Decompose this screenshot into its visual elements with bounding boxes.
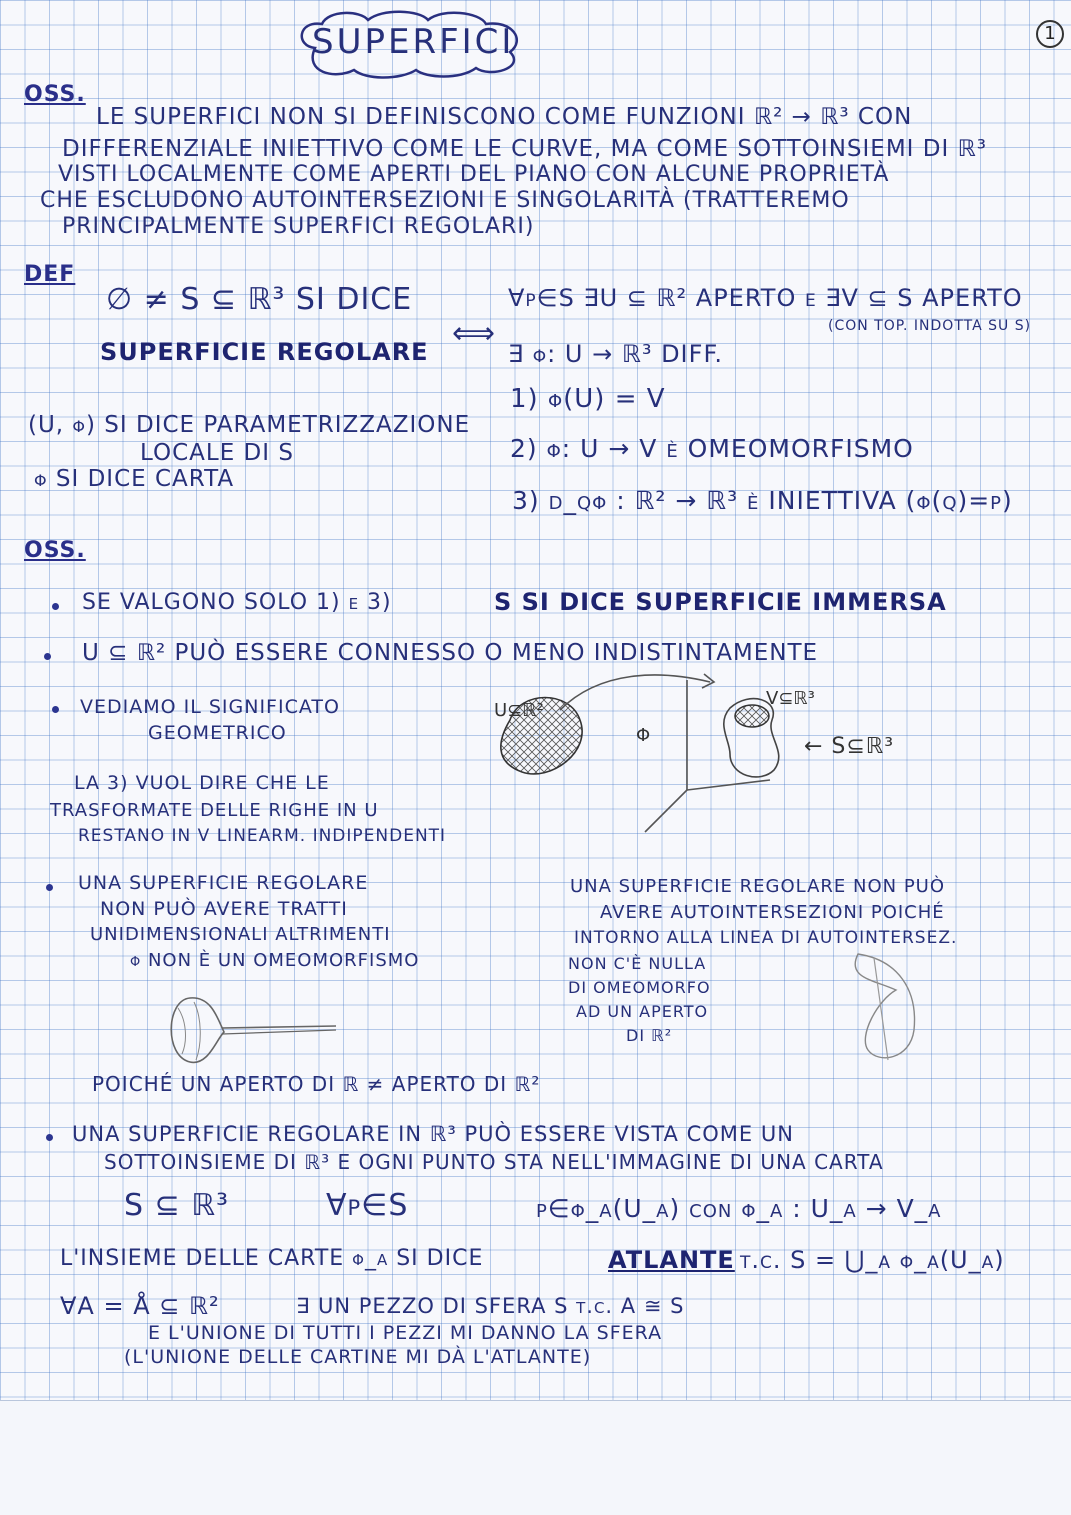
- def-chart: φ SI DICE CARTA: [34, 466, 235, 492]
- intro-line: VISTI LOCALMENTE COME APERTI DEL PIANO CON ALCUNE PROPRIETÀ: [58, 162, 890, 187]
- def-cond-topology: (CON TOP. INDOTTA SU S): [828, 318, 1032, 334]
- def-subset: ∅ ≠ S ⊆ ℝ³ SI DICE: [106, 282, 413, 317]
- oss2-b4-left: UNIDIMENSIONALI ALTRIMENTI: [90, 924, 391, 945]
- atlas-line: UNA SUPERFICIE REGOLARE IN ℝ³ PUÒ ESSERE VISTA COME UN: [72, 1122, 794, 1146]
- oss2-b4-left: UNA SUPERFICIE REGOLARE: [78, 872, 369, 894]
- bullet: [52, 706, 59, 713]
- oss2-b4-right: DI OMEOMORFO: [568, 978, 711, 997]
- def-parametrization: (U, φ) SI DICE PARAMETRIZZAZIONE: [28, 412, 471, 438]
- diagram-phi: φ: [636, 718, 652, 748]
- def-cond-1: 1) φ(U) = V: [510, 384, 666, 414]
- oss2-b3-note: LA 3) VUOL DIRE CHE LE: [74, 772, 330, 794]
- atlas-line: ∃ UN PEZZO DI SFERA S t.c. A ≅ S: [296, 1294, 685, 1318]
- self-intersection-sketch: [838, 950, 928, 1070]
- chart-diagram: [480, 660, 960, 860]
- def-iff: ⟺: [452, 316, 497, 351]
- oss2-b1-immersed: S SI DICE SUPERFICIE IMMERSA: [494, 588, 947, 616]
- def-cond-forall: ∀p∈S ∃U ⊆ ℝ² APERTO e ∃V ⊆ S APERTO: [508, 284, 1023, 312]
- bullet: [44, 653, 51, 660]
- oss2-b3-line: VEDIAMO IL SIGNIFICATO: [80, 696, 340, 718]
- diagram-v-label: V⊆ℝ³: [766, 688, 815, 709]
- page-title: SUPERFICI: [312, 22, 515, 62]
- atlas-line: SOTTOINSIEME DI ℝ³ E OGNI PUNTO STA NELL'IMMAGINE DI UNA CARTA: [104, 1150, 884, 1174]
- bullet: [46, 1134, 53, 1141]
- balloon-sketch: [160, 990, 350, 1070]
- bullet: [46, 884, 53, 891]
- oss2-b4-left: φ NON È UN OMEOMORFISMO: [130, 950, 420, 971]
- diagram-u-label: U⊆ℝ²: [494, 700, 544, 721]
- oss2-b4-left: NON PUÒ AVERE TRATTI: [100, 898, 348, 920]
- intro-line: DIFFERENZIALE INIETTIVO COME LE CURVE, MA COME SOTTOINSIEMI DI ℝ³: [62, 136, 987, 162]
- atlas-line: ∀A = Å ⊆ ℝ²: [60, 1292, 220, 1320]
- atlas-line: (L'UNIONE DELLE CARTINE MI DÀ L'ATLANTE): [124, 1346, 592, 1368]
- atlas-line: E L'UNIONE DI TUTTI I PEZZI MI DANNO LA SFERA: [148, 1322, 663, 1344]
- oss2-b3-line: GEOMETRICO: [148, 722, 287, 744]
- oss2-b2: U ⊆ ℝ² PUÒ ESSERE CONNESSO O MENO INDISTINTAMENTE: [82, 640, 819, 666]
- atlas-formula-chart: p∈φ_α(U_α) con φ_α : U_α → V_α: [536, 1194, 942, 1223]
- oss2-label: OSS.: [24, 538, 86, 563]
- bullet: [52, 603, 59, 610]
- atlas-line: L'INSIEME DELLE CARTE φ_α SI DICE: [60, 1246, 484, 1271]
- def-regular-surface: SUPERFICIE REGOLARE: [100, 338, 429, 366]
- oss2-b3-note: TRASFORMATE DELLE RIGHE IN U: [50, 800, 379, 821]
- def-cond-exists: ∃ φ: U → ℝ³ DIFF.: [508, 340, 724, 368]
- intro-line: CHE ESCLUDONO AUTOINTERSEZIONI E SINGOLARITÀ (TRATTEREMO: [40, 188, 850, 213]
- oss2-b1: SE VALGONO SOLO 1) e 3): [82, 590, 392, 615]
- oss2-b3-note: RESTANO IN V LINEARM. INDIPENDENTI: [78, 826, 447, 846]
- intro-line: PRINCIPALMENTE SUPERFICI REGOLARI): [62, 214, 535, 239]
- oss2-b4-right: INTORNO ALLA LINEA DI AUTOINTERSEZ.: [574, 928, 958, 948]
- diagram-s-label: ← S⊆ℝ³: [804, 734, 895, 759]
- oss-label: OSS.: [24, 82, 86, 107]
- intro-line: LE SUPERFICI NON SI DEFINISCONO COME FUNZIONI ℝ² → ℝ³ CON: [96, 104, 913, 130]
- page-number: 1: [1036, 20, 1064, 48]
- oss2-b4-right: AVERE AUTOINTERSEZIONI POICHÉ: [600, 902, 945, 923]
- atlas-union-formula: t.c. S = ⋃_α φ_α(U_α): [740, 1246, 1005, 1274]
- oss2-b4-caption: POICHÉ UN APERTO DI ℝ ≠ APERTO DI ℝ²: [92, 1072, 541, 1096]
- def-label: DEF: [24, 262, 76, 287]
- def-cond-2: 2) φ: U → V è OMEOMORFISMO: [510, 434, 914, 463]
- def-cond-3: 3) d_qφ : ℝ² → ℝ³ è INIETTIVA (φ(q)=p): [512, 486, 1013, 515]
- oss2-b4-right: DI ℝ²: [626, 1026, 673, 1045]
- atlas-formula-forall: ∀p∈S: [326, 1188, 409, 1223]
- oss2-b4-right: UNA SUPERFICIE REGOLARE NON PUÒ: [570, 876, 946, 897]
- atlas-formula-s: S ⊆ ℝ³: [124, 1188, 230, 1223]
- oss2-b4-right: AD UN APERTO: [576, 1002, 709, 1021]
- oss2-b4-right: NON C'È NULLA: [568, 954, 707, 973]
- atlas-atlante: ATLANTE: [608, 1246, 735, 1274]
- def-local: LOCALE DI S: [140, 440, 294, 466]
